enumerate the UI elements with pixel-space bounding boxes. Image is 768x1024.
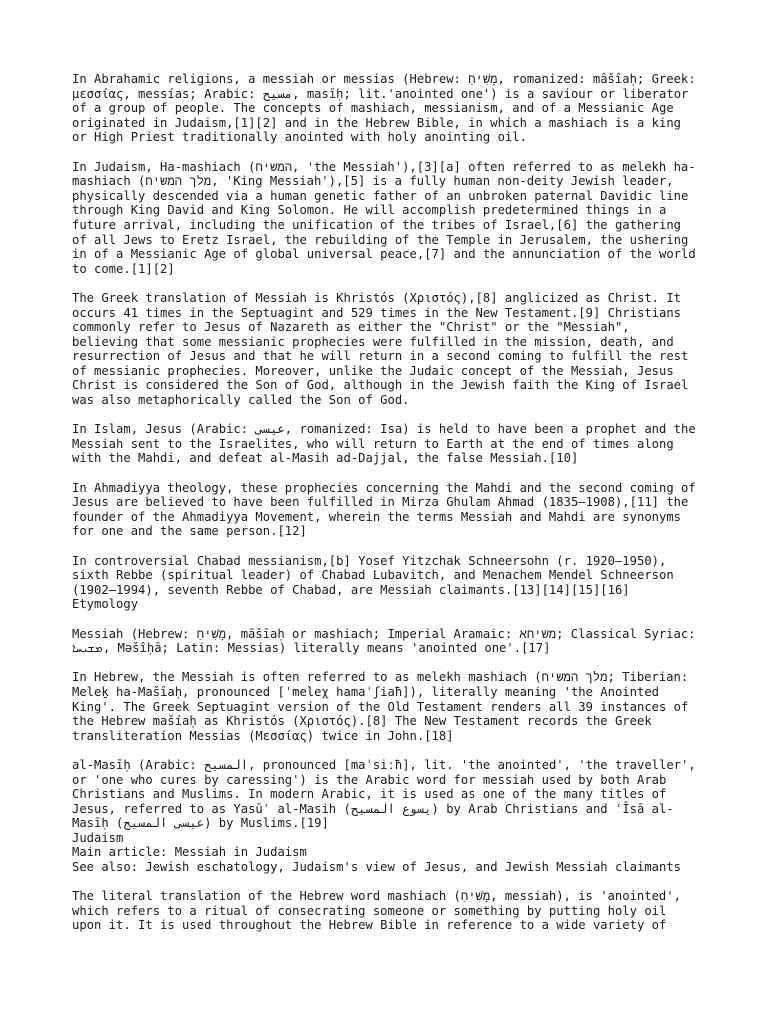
paragraph-literal-translation: The literal translation of the Hebrew word mashiach (מָשִׁיחַ, messiah), is 'anointed', which refers to a ritual of consecrating someone or something by putting holy oil upon it. It is used throughout the Hebrew Bible in reference to a wide variety of — [72, 889, 689, 933]
paragraph-islam: In Islam, Jesus (Arabic: عيسى, romanized: Isa) is held to have been a prophet and the Messiah sent to the Israelites, who will return to Earth at the end of times along with the Mahdi, and defeat al-Masih ad-Dajjal, the false Messiah.[10] — [72, 422, 704, 466]
paragraph-melekh-mashiach: In Hebrew, the Messiah is often referred to as melekh mashiach (מלך המשיח; Tiberian: Meleḵ ha-Mašīaḥ, pronounced [ˈmeleχ hamaˈʃiaħ]), literally meaning 'the Anointed King'. The Greek Septuagint version of the Old Testament renders all 39 instances of the Hebrew mašíaḥ as Khristós (Χριστός).[8] The New Testament records the Greek transliteration Messias (Μεσσίας) twice in John.[18] — [72, 670, 696, 743]
paragraph-greek-translation: The Greek translation of Messiah is Khristós (Χριστός),[8] anglicized as Christ. It occurs 41 times in the Septuagint and 529 times in the New Testament.[9] Christians commonly refer to Jesus of Nazareth as either the "Christ" or the "Messiah", believing that some messianic prophecies were fulfilled in the mission, death, and resurrection of Jesus and that he will return in a second coming to fulfill the rest of messianic prophecies. Moreover, unlike the Judaic concept of the Messiah, Jesus Christ is considered the Son of God, although in the Jewish faith the King of Israel was also metaphorically called the Son of God. — [72, 290, 696, 408]
document-page — [72, 72, 702, 948]
paragraph-ahmadiyya: In Ahmadiyya theology, these prophecies concerning the Mahdi and the second coming of Jesus are believed to have been fulfilled in Mirza Ghulam Ahmad (1835–1908),[11] the founder of the Ahmadiyya Movement, wherein the terms Messiah and Mahdi are synonyms for one and the same person.[12] — [72, 480, 704, 539]
paragraph-messiah-hebrew: Messiah (Hebrew: מָשִׁיחַ, māšīaḥ or mashiach; Imperial Aramaic: משיחא; Classical Syriac: ܡܫܝܚܐ, Məšîḥā; Latin: Messias) literally means 'anointed one'.[17] — [72, 626, 703, 656]
paragraph-judaism-hamashiach: In Judaism, Ha-mashiach (המשיח, 'the Messiah'),[3][a] often referred to as melekh ha-mashiach (מלך המשיח, 'King Messiah'),[5] is a fully human non-deity Jewish leader, physically descended via a human genetic father of an unbroken paternal Davidic line through King David and King Solomon. He will accomplish predetermined things in a future arrival, including the unification of the tribes of Israel,[6] the gathering of all Jews to Eretz Israel, the rebuilding of the Temple in Jerusalem, the ushering in of a Messianic Age of global universal peace,[7] and the annunciation of the world to come.[1][2] — [72, 159, 704, 276]
paragraph-chabad-etymology: In controversial Chabad messianism,[b] Yosef Yitzchak Schneersohn (r. 1920–1950), sixth Rebbe (spiritual leader) of Chabad Lubavitch, and Menachem Mendel Schneerson (1902–1994), seventh Rebbe of Chabad, are Messiah claimants.[13][14][15][16] Etymology — [72, 553, 674, 612]
paragraph-intro: In Abrahamic religions, a messiah or messias (Hebrew: מָשִׁיחַ, romanized: mâšîaḥ; Greek: μεσσίας, messías; Arabic: مسيح, masīḥ; lit.'anointed one') is a saviour or liberator of a group of people. The concepts of mashiach, messianism, and of a Messianic Age originated in Judaism,[1][2] and in the Hebrew Bible, in which a mashiach is a king or High Priest traditionally anointed with holy anointing oil. — [72, 72, 703, 145]
paragraph-al-masih-judaism: al-Masīḥ (Arabic: المسيح, pronounced [maˈsiːħ], lit. 'the anointed', 'the traveller', or 'one who cures by caressing') is the Arabic word for messiah used by both Arab Christians and Muslims. In modern Arabic, it is used as one of the many titles of Jesus, referred to as Yasūʿ al-Masih (يسوع المسيح) by Arab Christians and ʿĪsā al-Masīḥ (عيسى المسيح) by Muslims.[19] Judaism Main article: Messiah in Judaism See also: Jewish eschatology, Judaism's view of Jesus, and Jewish Messiah claimants — [72, 757, 696, 875]
